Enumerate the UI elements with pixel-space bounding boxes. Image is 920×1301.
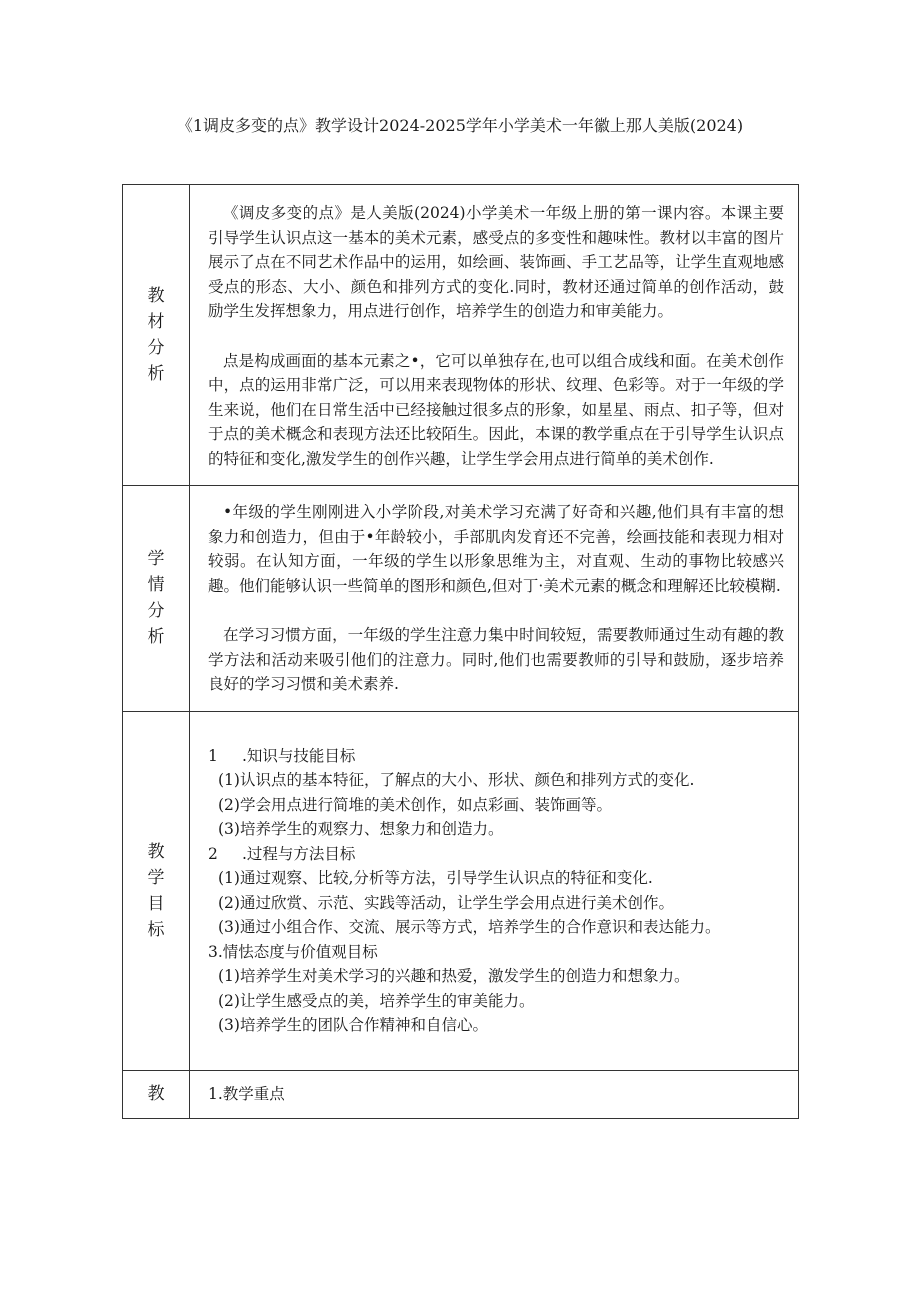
goal-heading-2: 2 .过程与方法目标 [208,844,356,863]
document-title: 《1调皮多变的点》教学设计2024-2025学年小学美术一年徽上那人美版(2024) [176,116,744,135]
teaching-goals-label: 教学目标 [147,841,165,940]
teaching-goals-content [190,711,799,1070]
learner-paragraph-1: •年级的学生刚刚进入小学阶段,对美术学习充满了好奇和兴趣,他们具有丰富的想象力和创造力，但由于•年龄较小，手部肌肉发育还不完善，绘画技能和表现力相对较弱。在认知方面，一年级的学生以形象思维为主，对直观、生动的事物比较感兴趣。他们能够认识一些简单的图形和颜色,但对丁·美术元素的概念和理解还比较模糊. [208,503,784,595]
goal-1-item: (1)认识点的基本特征，了解点的大小、形状、颜色和排列方式的变化. [218,771,695,789]
teaching-key-label-cell [123,1070,190,1118]
material-paragraph-2: 点是构成画面的基本元素之•，它可以单独存在,也可以组合成线和面。在美术创作中，点的运用非常广泛，可以用来表现物体的形状、纹理、色彩等。对于一年级的学生来说，他们在日常生活中已经接触过很多点的形象，如星星、雨点、扣子等，但对于点的美术概念和表现方法还比较陌生。因此，本课的教学重点在于引导学生认识点的特征和变化,激发学生的创作兴趣，让学生学会用点进行简单的美术创作. [208,351,784,468]
goal-heading-3: 3.情怯态度与价值观目标 [208,942,378,961]
material-analysis-label: 教材分析 [147,286,165,384]
material-analysis-row [123,185,799,486]
goal-1-item: (2)学会用点进行简堆的美术创作，如点彩画、装饰画等。 [218,795,612,814]
goal-1-item: (3)培养学生的观察力、想象力和创造力。 [218,820,504,838]
material-analysis-content [190,185,799,486]
learner-analysis-row [123,486,799,712]
teaching-key-label: 教 [147,1084,165,1104]
goal-2-item: (1)通过观察、比较,分析等方法，引导学生认识点的特征和变化. [218,869,653,887]
teaching-goals-row [123,711,799,1070]
teaching-key-content [190,1070,799,1118]
goal-3-item: (3)培养学生的团队合作精神和自信心。 [218,1016,488,1034]
teaching-goals-label-cell [123,711,190,1070]
learner-paragraph-2: 在学习习惯方面，一年级的学生注意力集中时间较短，需要教师通过生动有趣的教学方法和活动来吸引他们的注意力。同时,他们也需要教师的引导和鼓励，逐步培养良好的学习习惯和美术素养. [208,626,784,693]
goal-heading-1: 1 .知识与技能目标 [208,746,356,765]
goal-2-item: (2)通过欣赏、示范、实践等活动，让学生学会用点进行美术创作。 [218,893,674,912]
teaching-key-row [123,1070,799,1118]
teaching-key-line: 1.教学重点 [208,1084,285,1103]
learner-analysis-label-cell [123,486,190,712]
learner-analysis-content [190,486,799,712]
lesson-plan-table [122,184,799,1119]
goal-3-item: (2)让学生感受点的美，培养学生的审美能力。 [218,991,535,1010]
learner-analysis-label: 学情分析 [147,549,165,648]
goal-3-item: (1)培养学生对美术学习的兴趣和热爱，激发学生的创造力和想象力。 [218,967,690,985]
goal-2-item: (3)通过小组合作、交流、展示等方式，培养学生的合作意识和表达能力。 [218,918,721,936]
material-analysis-label-cell [123,185,190,486]
material-paragraph-1: 《调皮多变的点》是人美版(2024)小学美术一年级上册的第一课内容。本课主要引导学生认识点这一基本的美术元素，感受点的多变性和趣味性。教材以丰富的图片展示了点在不同艺术作品中的运用，如绘画、装饰画、手工艺品等，让学生直观地感受点的形态、大小、颜色和排列方式的变化.同时，教材还通过简单的创作活动，鼓励学生发挥想象力，用点进行创作，培养学生的创造力和审美能力。 [208,204,784,320]
